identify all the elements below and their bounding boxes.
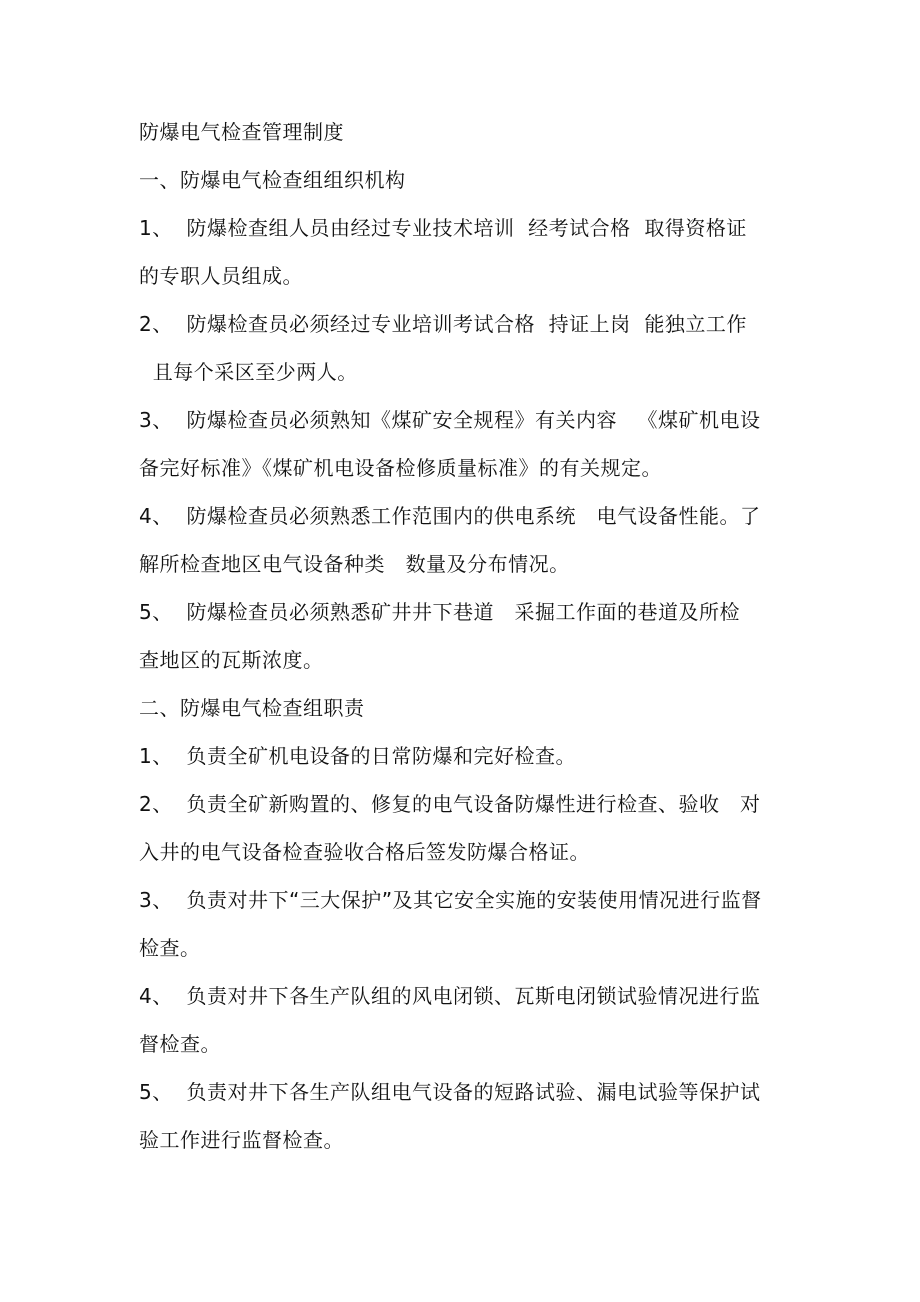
- document-title: 防爆电气检查管理制度: [139, 120, 344, 144]
- paragraph-line: 4、 防爆检查员必须熟悉工作范围内的供电系统 电气设备性能。了: [139, 504, 761, 528]
- paragraph-line: 的专职人员组成。: [139, 264, 303, 288]
- paragraph-line: 5、 防爆检查员必须熟悉矿井井下巷道 采掘工作面的巷道及所检: [139, 600, 741, 624]
- paragraph-line: 且每个采区至少两人。: [139, 360, 358, 384]
- paragraph-line: 查地区的瓦斯浓度。: [139, 648, 324, 672]
- paragraph-line: 检查。: [139, 936, 201, 960]
- paragraph-line: 验工作进行监督检查。: [139, 1128, 344, 1152]
- paragraph-line: 1、 负责全矿机电设备的日常防爆和完好检查。: [139, 744, 576, 768]
- paragraph-line: 督检查。: [139, 1032, 221, 1056]
- paragraph-line: 4、 负责对井下各生产队组的风电闭锁、瓦斯电闭锁试验情况进行监: [139, 984, 761, 1008]
- section-heading: 一、防爆电气检查组组织机构: [139, 168, 406, 192]
- paragraph-line: 3、 负责对井下“三大保护”及其它安全实施的安装使用情况进行监督: [139, 888, 762, 912]
- document-body: [139, 108, 789, 1164]
- paragraph-line: 2、 负责全矿新购置的、修复的电气设备防爆性进行检查、验收 对: [139, 792, 761, 816]
- paragraph-line: 1、 防爆检查组人员由经过专业技术培训 经考试合格 取得资格证: [139, 216, 747, 240]
- paragraph-line: 解所检查地区电气设备种类 数量及分布情况。: [139, 552, 570, 576]
- section-heading: 二、防爆电气检查组职责: [139, 696, 365, 720]
- paragraph-line: 入井的电气设备检查验收合格后签发防爆合格证。: [139, 840, 590, 864]
- paragraph-line: 3、 防爆检查员必须熟知《煤矿安全规程》有关内容 《煤矿机电设: [139, 408, 761, 432]
- paragraph-line: 5、 负责对井下各生产队组电气设备的短路试验、漏电试验等保护试: [139, 1080, 761, 1104]
- paragraph-line: 2、 防爆检查员必须经过专业培训考试合格 持证上岗 能独立工作: [139, 312, 747, 336]
- paragraph-line: 备完好标准》《煤矿机电设备检修质量标准》的有关规定。: [139, 456, 662, 480]
